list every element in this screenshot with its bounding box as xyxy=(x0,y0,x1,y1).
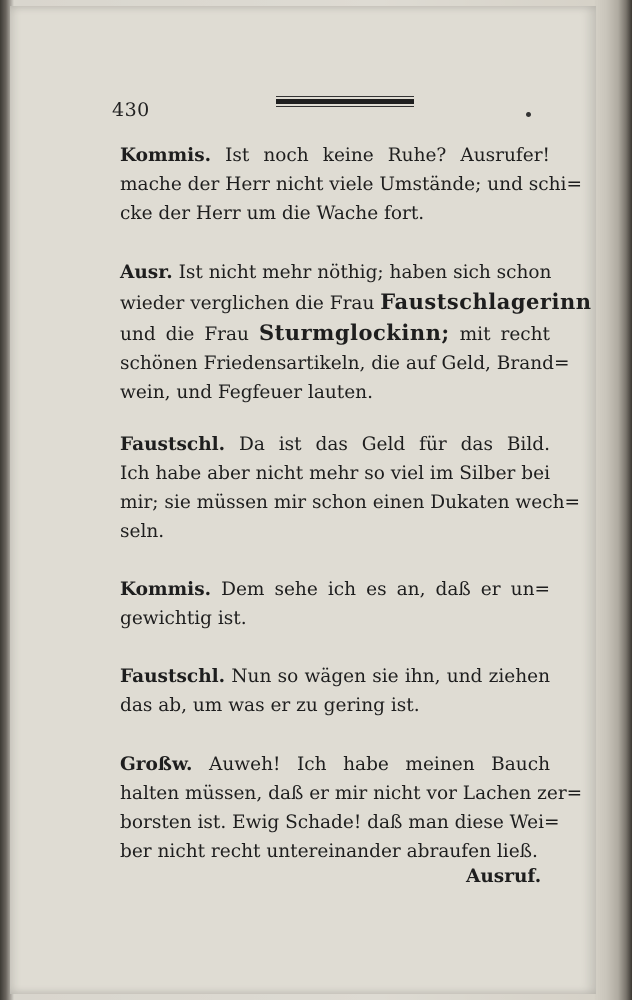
dialogue-paragraph-1 xyxy=(120,141,582,228)
line-text: Dem sehe ich es an, daß er un= xyxy=(211,579,550,600)
text-line: seln. xyxy=(120,521,165,542)
line-text: Ist nicht mehr nöthig; haben sich schon xyxy=(172,262,552,283)
line-text: Nun so wägen sie ihn, und ziehen xyxy=(225,666,550,687)
text-line: ber nicht recht untereinander abraufen ließ. xyxy=(120,841,538,862)
text-line: gewichtig ist. xyxy=(120,608,247,629)
speaker-name: Großw. xyxy=(120,754,193,775)
speaker-name: Faustschl. xyxy=(120,434,226,455)
page-number: 430 xyxy=(112,99,150,121)
emphasized-name: Faustschlagerinn xyxy=(380,289,592,314)
dialogue-paragraph-6 xyxy=(120,750,583,866)
text-line xyxy=(120,318,550,349)
speaker-name: Kommis. xyxy=(120,579,212,600)
catchword: Ausruf. xyxy=(466,866,542,887)
line-text: wieder verglichen die Frau xyxy=(120,293,381,314)
text-line: borsten ist. Ewig Schade! daß man diese Wei= xyxy=(120,812,560,833)
text-line xyxy=(120,141,550,170)
dialogue-paragraph-5 xyxy=(120,662,550,720)
text-line: schönen Friedensartikeln, die auf Geld, Brand= xyxy=(120,353,570,374)
ink-spot xyxy=(526,112,531,117)
rule-thin-bottom xyxy=(276,106,414,107)
text-line: mache der Herr nicht viele Umstände; und schi= xyxy=(120,174,582,195)
line-text: mit recht xyxy=(449,324,550,345)
text-line: halten müssen, daß er mir nicht vor Lachen zer= xyxy=(120,783,583,804)
speaker-name: Kommis. xyxy=(120,145,212,166)
dialogue-paragraph-2 xyxy=(120,258,592,407)
text-line: cke der Herr um die Wache fort. xyxy=(120,203,425,224)
text-line: das ab, um was er zu gering ist. xyxy=(120,695,420,716)
dialogue-paragraph-3 xyxy=(120,430,580,546)
line-text: Ist noch keine Ruhe? Ausrufer! xyxy=(211,145,550,166)
emphasized-name: Sturmglockinn; xyxy=(258,320,450,345)
text-line xyxy=(120,662,550,691)
dialogue-paragraph-4 xyxy=(120,575,550,633)
line-text: Auweh! Ich habe meinen Bauch xyxy=(192,754,550,775)
speaker-name: Ausr. xyxy=(120,262,173,283)
line-text: Da ist das Geld für das Bild. xyxy=(225,434,550,455)
speaker-name: Faustschl. xyxy=(120,666,226,687)
text-line xyxy=(120,575,550,604)
rule-thick xyxy=(276,99,414,104)
header-ornament-rule xyxy=(276,96,414,107)
text-line: Ich habe aber nicht mehr so viel im Silber bei xyxy=(120,463,550,484)
rule-thin-top xyxy=(276,96,414,97)
line-text: und die Frau xyxy=(120,324,259,345)
text-line xyxy=(120,750,550,779)
text-line xyxy=(120,430,550,459)
text-line: wein, und Fegfeuer lauten. xyxy=(120,382,373,403)
text-line: mir; sie müssen mir schon einen Dukaten wech= xyxy=(120,492,580,513)
next-page-edge xyxy=(596,0,632,1000)
text-line xyxy=(120,287,592,318)
text-line xyxy=(120,258,550,287)
